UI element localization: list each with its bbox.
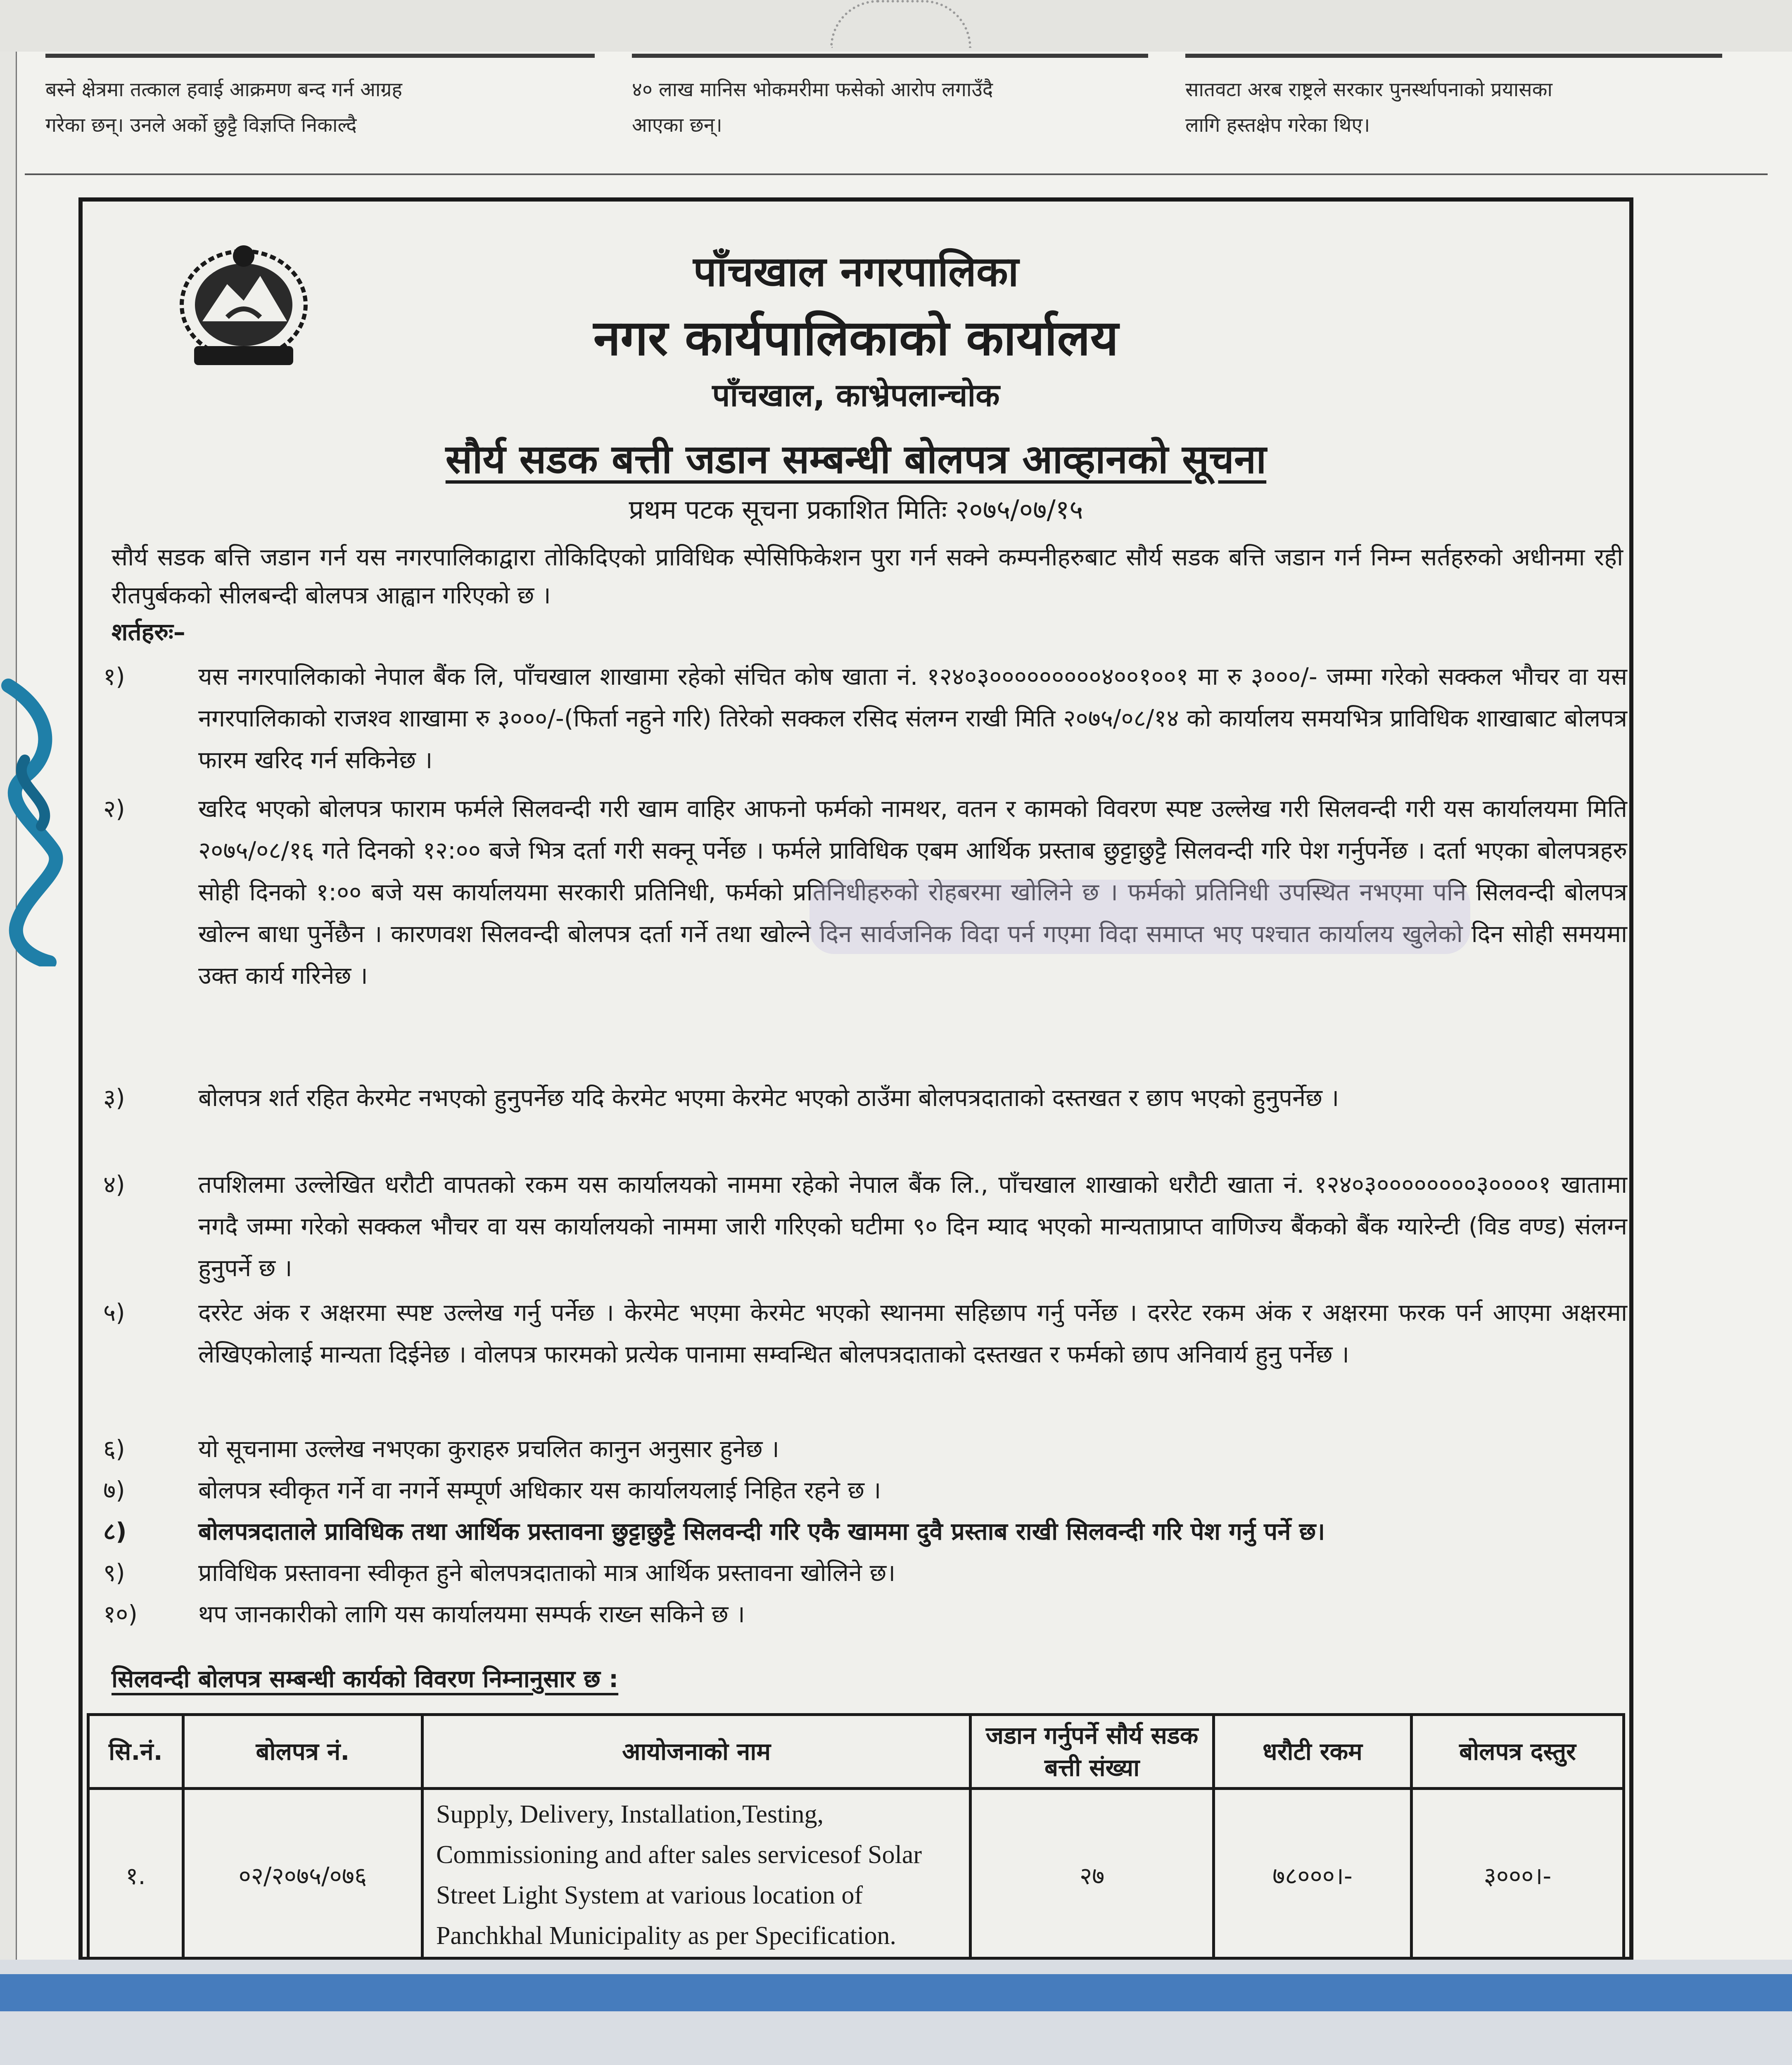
condition-number: १०): [103, 1600, 138, 1628]
cell-tender-no: ०२/२०७५/०७६: [183, 1789, 422, 1961]
news-column-3: [1185, 54, 1722, 143]
condition-number: ४): [103, 1170, 125, 1199]
news-line: बस्ने क्षेत्रमा तत्काल हवाई आक्रमण बन्द गर्न आग्रह: [45, 78, 402, 101]
condition-item: [103, 1077, 1627, 1119]
cell-fee: ३०००।-: [1412, 1789, 1624, 1961]
ink-smudge: [809, 880, 1470, 954]
condition-item: [103, 1552, 1627, 1594]
org-name: पाँचखाल नगरपालिका: [693, 247, 1019, 296]
tender-notice: [78, 197, 1633, 1961]
news-line: सातवटा अरब राष्ट्रले सरकार पुनर्स्थापनाको प्रयासका: [1185, 78, 1552, 101]
condition-number: ७): [103, 1476, 125, 1504]
header-deposit: धरौटी रकम: [1213, 1715, 1411, 1789]
cell-project-name: Supply, Delivery, Installation,Testing, Commissioning and after sales servicesof Solar Street Light System at various location of Panchkhal Municipality as per Specification.: [422, 1789, 970, 1961]
cell-sn: १.: [88, 1789, 183, 1961]
condition-text: तपशिलमा उल्लेखित धरौटी वापतको रकम यस कार्यालयको नाममा रहेको नेपाल बैंक लि., पाँचखाल शाखाको धरौटी खाता नं. १२४०३००००००००३००००१ खातामा नगदै जम्मा गरेको सक्कल भौचर वा यस कार्यालयको नाममा जारी गरिएको घटीमा ९० दिन म्याद भएको मान्यताप्राप्त वाणिज्य बैंकको बैंक ग्यारेन्टी (विड वण्ड) संलग्न हुनुपर्ने छ ।: [198, 1170, 1627, 1282]
cell-light-count: २७: [971, 1789, 1214, 1961]
condition-text: थप जानकारीको लागि यस कार्यालयमा सम्पर्क राख्न सकिने छ ।: [198, 1600, 745, 1628]
header-tender-no: बोलपत्र नं.: [183, 1715, 422, 1789]
header-light-count: जडान गर्नुपर्ने सौर्य सडक बत्ती संख्या: [971, 1715, 1214, 1789]
condition-item: [103, 1164, 1627, 1289]
tender-table: [87, 1713, 1625, 1963]
condition-text: खरिद भएको बोलपत्र फाराम फर्मले सिलवन्दी गरी खाम वाहिर आफनो फर्मको नामथर, वतन र कामको विवरण स्पष्ट उल्लेख गरी सिलवन्दी गरी यस कार्यालयमा मिति २०७५/०८/१६ गते दिनको १२:०० बजे भित्र दर्ता गरी सक्नू पर्नेछ । फर्मले प्राविधिक एबम आर्थिक प्रस्ताब छुट्टाछुट्टै सिलवन्दी गरि पेश गर्नुपर्नेछ । दर्ता भएका बोलपत्रहरु सोही दिनको १:०० बजे यस कार्यालयमा सरकारी प्रतिनिधी, फर्मको प्रतिनिधीहरुको रोहबरमा खोलिने छ । फर्मको प्रतिनिधी उपस्थित नभएमा पनि सिलवन्दी बोलपत्र खोल्न बाधा पुर्नेछैन । कारणवश सिलवन्दी बोलपत्र दर्ता गर्ने तथा खोल्ने दिन सार्वजनिक विदा पर्न गएमा विदा समाप्त भए पश्चात कार्यालय खुलेको दिन सोही समयमा उक्त कार्य गरिनेछ ।: [198, 795, 1627, 990]
table-row: [88, 1789, 1624, 1961]
intro-paragraph: सौर्य सडक बत्ति जडान गर्न यस नगरपालिकाद्वारा तोकिदिएको प्राविधिक स्पेसिफिकेशन पुरा गर्न सक्ने कम्पनीहरुबाट सौर्य सडक बत्ति जडान गर्न निम्न सर्तहरुको अधीनमा रही रीतपुर्बकको सीलबन्दी बोलपत्र आह्वान गरिएको छ ।: [112, 543, 1623, 609]
left-page-edge: [0, 52, 17, 1960]
news-column-2: [632, 54, 1148, 143]
condition-item: [103, 1469, 1627, 1511]
news-line: ४० लाख मानिस भोकमरीमा फसेको आरोप लगाउँदै: [632, 78, 993, 101]
office-location: पाँचखाल, काभ्रेपलान्चोक: [712, 377, 1000, 413]
news-line: लागि हस्तक्षेप गरेका थिए।: [1185, 114, 1370, 137]
news-line: आएका छन्।: [632, 114, 722, 137]
news-column-1: [45, 54, 595, 143]
condition-item: [103, 656, 1627, 781]
publication-date: प्रथम पटक सूचना प्रकाशित मितिः २०७५/०७/१५: [629, 495, 1083, 525]
condition-number: २): [103, 795, 125, 823]
condition-number: ३): [103, 1084, 125, 1112]
blue-band: [0, 1974, 1792, 2011]
condition-text: बोलपत्रदाताले प्राविधिक तथा आर्थिक प्रस्तावना छुट्टाछुट्टै सिलवन्दी गरि एकै खाममा दुवै प्रस्ताब राखी सिलवन्दी गरि पेश गर्नु पर्ने छ।: [198, 1517, 1325, 1545]
condition-item: [103, 1428, 1627, 1470]
terms-heading: शर्तहरुः–: [112, 618, 185, 646]
condition-text: बोलपत्र स्वीकृत गर्ने वा नगर्ने सम्पूर्ण अधिकार यस कार्यालयलाई निहित रहने छ ।: [198, 1476, 881, 1504]
condition-item: [103, 1511, 1627, 1552]
header-sn: सि.नं.: [88, 1715, 183, 1789]
column-divider: [25, 173, 1768, 175]
condition-number: १): [103, 662, 125, 691]
condition-number: ८): [103, 1517, 127, 1545]
condition-item: [103, 1593, 1627, 1635]
header-project-name: आयोजनाको नाम: [422, 1715, 970, 1789]
notice-title-text: सौर्य सडक बत्ती जडान सम्बन्धी बोलपत्र आव्हानको सूचना: [445, 436, 1267, 482]
office-name: नगर कार्यपालिकाको कार्यालय: [593, 309, 1119, 366]
cell-deposit: ७८०००।-: [1213, 1789, 1411, 1961]
condition-text: बोलपत्र शर्त रहित केरमेट नभएको हुनुपर्नेछ यदि केरमेट भएमा केरमेट भएको ठाउँमा बोलपत्रदाताको दस्तखत र छाप भएको हुनुपर्नेछ ।: [198, 1084, 1339, 1112]
condition-text: यस नगरपालिकाको नेपाल बैंक लि, पाँचखाल शाखामा रहेको संचित कोष खाता नं. १२४०३०००००००००४००१००१ मा रु ३०००/- जम्मा गरेको सक्कल भौचर वा यस नगरपालिकाको राजश्व शाखामा रु ३०००/-(फिर्ता नहुने गरि) तिरेको सक्कल रसिद संलग्न राखी मिति २०७५/०८/१४ को कार्यालय समयभित्र प्राविधिक शाखाबाट बोलपत्र फारम खरिद गर्न सकिनेछ ।: [198, 662, 1627, 774]
condition-text: प्राविधिक प्रस्तावना स्वीकृत हुने बोलपत्रदाताको मात्र आर्थिक प्रस्तावना खोलिने छ।: [198, 1559, 896, 1587]
news-line: गरेका छन्। उनले अर्को छुट्टै विज्ञप्ति निकाल्दै: [45, 114, 357, 137]
condition-number: ६): [103, 1435, 125, 1463]
header-fee: बोलपत्र दस्तुर: [1412, 1715, 1624, 1789]
binding-thread-icon: [0, 677, 66, 966]
condition-number: ९): [103, 1559, 125, 1587]
condition-text: दररेट अंक र अक्षरमा स्पष्ट उल्लेख गर्नु पर्नेछ । केरमेट भएमा केरमेट भएको स्थानमा सहिछाप गर्नु पर्नेछ । दररेट रकम अंक र अक्षरमा फरक पर्न आएमा अक्षरमा लेखिएकोलाई मान्यता दिईनेछ । वोलपत्र फारमको प्रत्येक पानामा सम्वन्धित बोलपत्रदाताको दस्तखत र फर्मको छाप अनिवार्य हुनु पर्नेछ ।: [198, 1298, 1627, 1368]
condition-number: ५): [103, 1298, 125, 1327]
notice-title: [83, 431, 1629, 485]
condition-text: यो सूचनामा उल्लेख नभएका कुराहरु प्रचलित कानुन अनुसार हुनेछ ।: [198, 1435, 779, 1463]
table-header-row: [88, 1715, 1624, 1789]
condition-item: [103, 1292, 1627, 1375]
table-heading: सिलवन्दी बोलपत्र सम्बन्धी कार्यको विवरण निम्नानुसार छ :: [112, 1665, 619, 1693]
